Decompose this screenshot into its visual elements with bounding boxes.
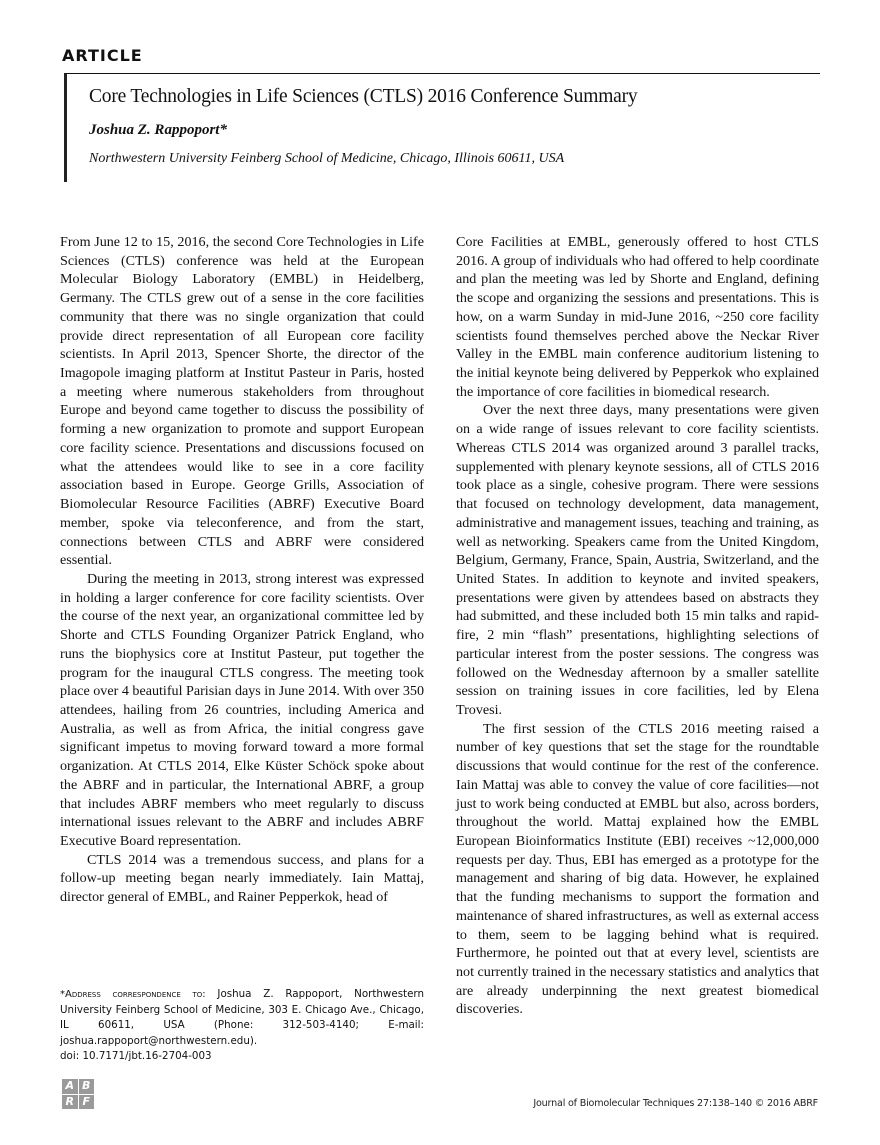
footnote-label: *Address correspondence to: bbox=[60, 989, 206, 1000]
author-name: Joshua Z. Rappoport* bbox=[89, 122, 227, 138]
doi-text[interactable]: doi: 10.7171/jbt.16-2704-003 bbox=[60, 1050, 212, 1063]
logo-letter: F bbox=[79, 1095, 95, 1110]
footnote-text: Joshua Z. Rappoport, Northwestern University Feinberg School of Medicine, 303 E. Chicago Ave., Chicago, IL 60611, USA (Phone: 312-503-4140; E-mail: joshua.rappoport@northwestern.edu). bbox=[60, 988, 425, 1047]
abrf-logo-icon bbox=[62, 1079, 94, 1109]
logo-letter: B bbox=[79, 1079, 95, 1094]
paragraph: Core Facilities at EMBL, generously offered to host CTLS 2016. A group of individuals who had offered to help coordinate and plan the meeting was led by Shorte and England, defining the scope and organizing the sessions and presentations. This is how, on a warm Sunday in mid-June 2016, ~250 core facility scientists found themselves perched above the Neckar River Valley in the EMBL main conference auditorium listening to the initial keynote being delivered by Pepperkok who explained the importance of core facilities in biomedical research. bbox=[456, 234, 819, 400]
paragraph: From June 12 to 15, 2016, the second Core Technologies in Life Sciences (CTLS) conference was held at the European Molecular Biology Laboratory (EMBL) in Heidelberg, Germany. The CTLS grew out of a sense in the core facilities community that there was no single organization that could provide direct representation of all European core facility scientists. In April 2013, Spencer Shorte, the director of the Imagopole imaging platform at Institut Pasteur in Paris, hosted a meeting where numerous stakeholders from throughout Europe and beyond came together to discuss the possibility of forming a new organization to promote and support European core facility science. Presentations and discussions focused on what the attendees would like to see in a core facility association based in Europe. George Grills, Association of Biomolecular Resource Facilities (ABRF) Executive Board member, spoke via teleconference, and from the start, connections between CTLS and ABRF were considered essential. bbox=[60, 234, 424, 569]
logo-letter: A bbox=[62, 1079, 78, 1094]
article-title: Core Technologies in Life Sciences (CTLS) 2016 Conference Summary bbox=[89, 86, 638, 107]
paragraph: During the meeting in 2013, strong interest was expressed in holding a larger conference for core facility scientists. Over the course of the next year, an organizational committee led by Shorte and CTLS Founding Organizer Patrick England, who runs the biophysics core at Institut Pasteur, put together the program for the inaugural CTLS congress. The meeting took place over 4 beautiful Parisian days in June 2014. With over 350 attendees, hailing from 26 countries, including America and Australia, as well as from Africa, the initial congress gave significant impetus to moving forward toward a more formal organization. At CTLS 2014, Elke Küster Schöck spoke about the ABRF and in particular, the International ABRF, a group that includes ABRF members who meet regularly to discuss international issues relevant to the ABRF and includes ABRF Executive Board representation. bbox=[60, 570, 424, 849]
paragraph: The first session of the CTLS 2016 meeting raised a number of key questions that set the stage for the roundtable discussions that would continue for the rest of the conference. Iain Mattaj was able to convey the value of core facilities—not just to work being conducted at EMBL but also, across borders, throughout the world. Mattaj explained how the EMBL European Bioinformatics Institute (EBI) receives ~12,000,000 requests per day. Thus, EBI has emerged as a prototype for the management and sharing of big data. However, he explained that the funding mechanisms to support the formation and maintenance of shared infrastructures, as well as external access to them, seem to be lagging behind what is required. Furthermore, he pointed out that at every level, scientists are not currently trained in the necessary statistics and analytics that are already underpinning the next greatest biomedical discoveries. bbox=[456, 720, 819, 1018]
correspondence-footnote bbox=[60, 987, 424, 1065]
paragraph: CTLS 2014 was a tremendous success, and plans for a follow-up meeting began nearly immediately. Iain Mattaj, director general of EMBL, and Rainer Pepperkok, head of bbox=[60, 851, 424, 906]
author-affiliation: Northwestern University Feinberg School of Medicine, Chicago, Illinois 60611, USA bbox=[89, 151, 565, 166]
body-column-right bbox=[456, 233, 819, 1019]
section-label: ARTICLE bbox=[62, 46, 143, 65]
logo-letter: R bbox=[62, 1095, 78, 1110]
body-column-left bbox=[60, 233, 424, 907]
paragraph: Over the next three days, many presentations were given on a wide range of issues relevant to core facility scientists. Whereas CTLS 2014 was organized around 3 parallel tracks, supplemented with plenary keynote sessions, all of CTLS 2016 took place as a single, cohesive program. There were sessions that focused on technology development, data management, administrative and management issues, teaching and training, as well as networking. Speakers came from the United Kingdom, Belgium, Germany, France, Spain, Austria, Switzerland, and the United States. In addition to keynote and invited speakers, presentations were given by attendees based on abstracts they had submitted, and these included both 15 min talks and rapid-fire, 2 min “flash” presentations, highlighting selections of particular interest from the poster sessions. The congress was followed on the Wednesday afternoon by a smaller satellite session on training issues in core facilities, led by Elena Trovesi. bbox=[456, 402, 819, 718]
journal-citation: Journal of Biomolecular Techniques 27:138–140 © 2016 ABRF bbox=[533, 1098, 818, 1109]
